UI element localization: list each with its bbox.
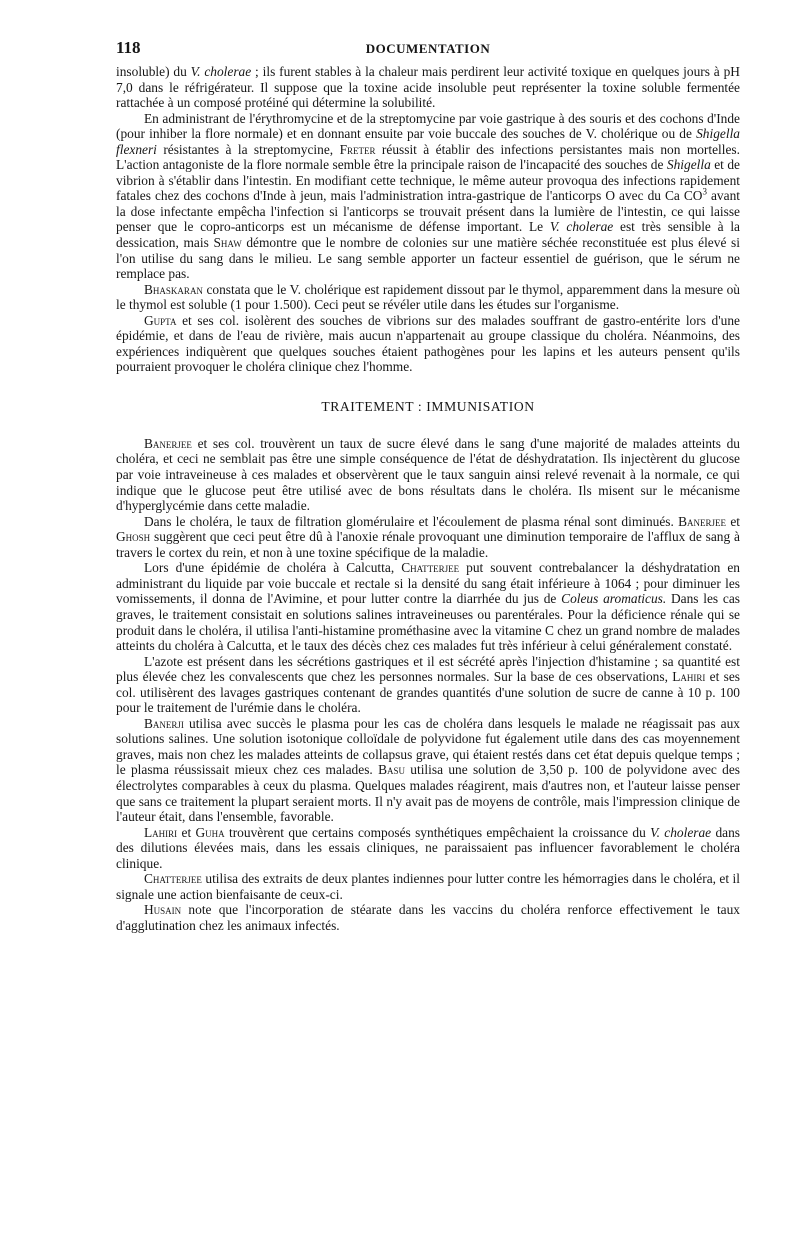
author-name: Chatterjee: [144, 871, 202, 887]
author-name: Freter: [339, 141, 376, 157]
running-title: DOCUMENTATION: [365, 41, 491, 56]
paragraph: Bhaskaran constata que le V. cholérique est rapidement dissout par le thymol, apparemment dans la mesure où le thymol est soluble (1 pour 1.500). Ceci peut se révéler utile dans les études sur l'organisme.: [116, 281, 740, 313]
paragraph: L'azote est présent dans les sécrétions gastriques et il est sécrété après l'injection d'histamine ; sa quantité est plus élevée chez les convalescents que chez les personnes normales. Sur la base de ces observations, Lahiri et ses col. utilisèrent des lavages gastriques contenant de grandes quantités d'une solution de sucre de canne à 10 p. 100 pour le traitement de l'urémie dans le choléra.: [116, 653, 740, 716]
author-name: Banerjee: [144, 435, 192, 451]
body-text: [116, 64, 740, 933]
paragraph: Lors d'une épidémie de choléra à Calcutta, Chatterjee put souvent contrebalancer la déshydratation en administrant du liquide par voie buccale et rectale si la densité du sang était inférieure à 1064 ; pour diminuer les vomissements, il donna de l'Avimine, et pour lutter contre la diarrhée du jus de Coleus aromaticus. Dans les cas graves, le traitement consistait en solutions salines intraveineuses ou parentérales. Pour la déficience rénale qui se produit dans le choléra, il utilisa l'anti-histamine prométhasine avec la vitamine C chez un grand nombre de malades atteints du choléra à Calcutta, et le taux des décès chez ces malades fut très inférieur à celui généralement constaté.: [116, 560, 740, 654]
section-heading: TRAITEMENT : IMMUNISATION: [321, 398, 535, 414]
paragraph: Lahiri et Guha trouvèrent que certains composés synthétiques empêchaient la croissance du V. cholerae dans des dilutions élevées mais, dans les essais cliniques, ne paraissaient pas influencer favorablement le choléra clinique.: [116, 824, 740, 871]
page-header: [116, 38, 740, 64]
author-name: Shaw: [213, 235, 242, 251]
paragraph: En administrant de l'érythromycine et de la streptomycine par voie gastrique à des souris et des cochons d'Inde (pour inhiber la flore normale) et en donnant ensuite par voie buccale des souches de V. cholérique ou de Shigella flexneri résistantes à la streptomycine, Freter réussit à établir des infections persistantes mais non mortelles. L'action antagoniste de la flore normale semble être la principale raison de l'incapacité des souches de Shigella et de vibrion à s'établir dans l'intestin. En modifiant cette technique, le même auteur provoqua des infections rapidement fatales chez des cochons d'Inde à jeun, mais l'administration intra-gastrique de l'anticorps O avec du Ca $CO^3$ avant la dose infectante empêcha l'infection si l'anticorps se trouvait présent dans la lumière de l'intestin, ce qui laisse penser que le copro-anticorps est un mécanisme de défense important. Le V. cholerae est très sensible à la dessication, mais Shaw démontre que le nombre de colonies sur une matière séchée reconstituée est plus élevé si l'on utilise du sang dans le milieu. Le sang semble apporter un facteur essentiel de guérison, que le sérum ne remplace pas.: [116, 110, 740, 282]
page-number: 118: [116, 38, 141, 57]
paragraph: Gupta et ses col. isolèrent des souches de vibrions sur des malades souffrant de gastro-entérite lors d'une épidémie, et dans de l'eau de rivière, mais aucun n'appartenait au groupe classique du choléra. Néanmoins, des expériences indiquèrent que quelques souches étaient pathogènes pour les lapins et les auteurs pensent qu'ils pourraient provoquer le choléra clinique chez l'homme.: [116, 312, 740, 375]
author-name: Husain: [144, 902, 182, 918]
paragraph: Husain note que l'incorporation de stéarate dans les vaccins du choléra renforce effectivement le taux d'agglutination chez les animaux infectés.: [116, 902, 740, 933]
author-name: Gupta: [144, 312, 177, 328]
author-name: Bhaskaran: [144, 281, 203, 297]
paragraph: Dans le choléra, le taux de filtration glomérulaire et l'écoulement de plasma rénal sont diminués. Banerjee et Ghosh suggèrent que ceci peut être dû à l'anoxie rénale provoquant une diminution temporaire de l'afflux de sang à travers le cortex du rein, et non à une toxine spécifique de la maladie.: [116, 513, 740, 560]
author-name: Lahiri: [672, 669, 706, 685]
paragraph: Banerjee et ses col. trouvèrent un taux de sucre élevé dans le sang d'une majorité de malades atteints du choléra, et ceci ne semblait pas être une simple conséquence de l'état de déshydratation. Ils injectèrent du glucose par voie intraveineuse à ces malades et observèrent que le taux sanguin ainsi relevé revenait à la normale, ce qui indique que le glucose peut être utilisé avec de bons résultats dans le choléra. Ils misent sur le mécanisme d'hyperglycémie dans cette maladie.: [116, 435, 740, 514]
author-name: Lahiri: [144, 824, 178, 840]
author-name: Ghosh: [116, 529, 151, 545]
paragraph: insoluble) du V. cholerae ; ils furent stables à la chaleur mais perdirent leur activité toxique en quelques jours à pH 7,0 dans le réfrigérateur. Il suppose que la toxine acide insoluble peut représenter la toxine soluble fermentée rattachée à un composé protéiné qui détermine la solubilité.: [116, 64, 740, 111]
author-name: Guha: [195, 824, 225, 840]
author-name: Chatterjee: [401, 560, 460, 576]
paragraph: Banerji utilisa avec succès le plasma pour les cas de choléra dans lesquels le malade ne réagissait pas aux solutions salines. Une solution isotonique colloïdale de polyvidone fut également utile dans des cas moyennement graves, mais non chez les malades atteints de collapsus grave, qui étaient restés dans cet état depuis quelque temps ; le plasma réussissait mieux chez ces malades. Basu utilisa une solution de 3,50 p. 100 de polyvidone avec des électrolytes comparables à ceux du plasma. Quelques malades réagirent, mais d'autres non, et l'auteur laisse penser que sans ce traitement la plupart seraient morts. Il n'y avait pas de moyens de contrôle, mais l'impression clinique de l'auteur était, dans l'ensemble, favorable.: [116, 715, 740, 825]
author-name: Banerji: [144, 715, 184, 731]
author-name: Banerjee: [678, 513, 727, 529]
author-name: Basu: [378, 762, 405, 778]
paragraph: Chatterjee utilisa des extraits de deux plantes indiennes pour lutter contre les hémorragies dans le choléra, et il signale une action bienfaisante de ceux-ci.: [116, 871, 740, 902]
